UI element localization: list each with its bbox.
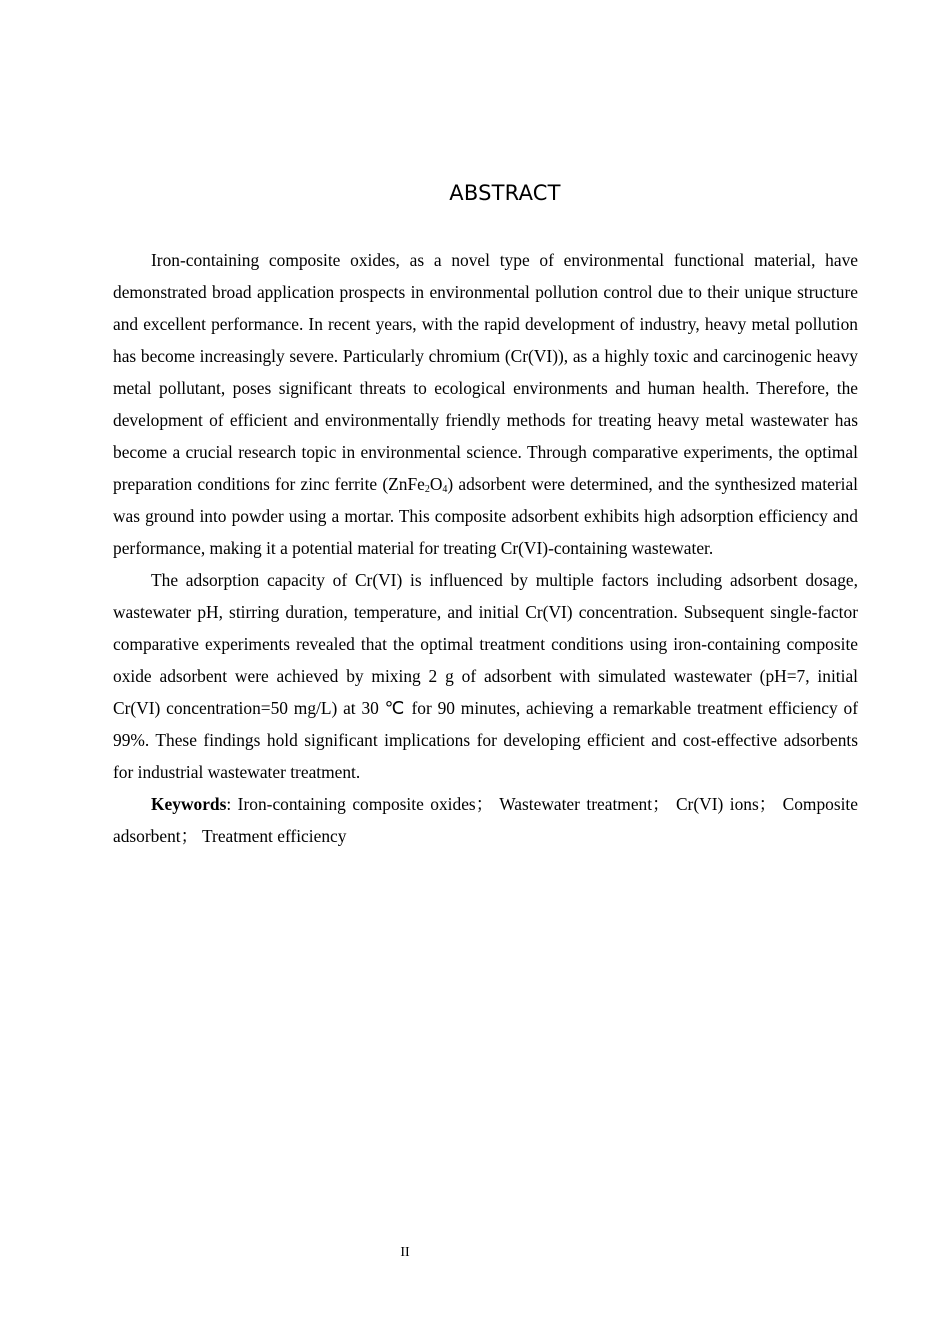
subscript-4: 4 (442, 484, 448, 495)
keywords-paragraph (113, 788, 858, 852)
abstract-paragraph-2: The adsorption capacity of Cr(VI) is influenced by multiple factors including adsorbent dosage, wastewater pH, stirring duration, temperature, and initial Cr(VI) concentration. Subsequent single-factor comparative experiments revealed that the optimal treatment conditions using iron-containing composite oxide adsorbent were achieved by mixing 2 g of adsorbent with simulated wastewater (pH=7, initial Cr(VI) concentration=50 mg/L) at 30 ℃ for 90 minutes, achieving a remarkable treatment efficiency of 99%. These findings hold significant implications for developing efficient and cost-effective adsorbents for industrial wastewater treatment. (113, 570, 858, 782)
page-number: II (400, 1245, 410, 1260)
abstract-body (113, 244, 858, 852)
keywords-list: : Iron-containing composite oxides； Wastewater treatment； Cr(VI) ions； Composite adsorbent； Treatment efficiency (113, 794, 858, 846)
paragraph-1-text-a: Iron-containing composite oxides, as a novel type of environmental functional material, have demonstrated broad application prospects in environmental pollution control due to their unique structure and excellent performance. In recent years, with the rapid development of industry, heavy metal pollution has become increasingly severe. Particularly chromium (Cr(VI)), as a highly toxic and carcinogenic heavy metal pollutant, poses significant threats to ecological environments and human health. Therefore, the development of efficient and environmentally friendly methods for treating heavy metal wastewater has become a crucial research topic in environmental science. Through comparative experiments, the optimal preparation conditions for zinc ferrite (ZnFe (113, 250, 858, 494)
abstract-heading: ABSTRACT (449, 181, 561, 205)
abstract-paragraph-1 (113, 244, 858, 564)
keywords-label: Keywords (151, 794, 227, 814)
paragraph-1-text-b: O (429, 474, 443, 494)
paragraph-1-text-c: ) adsorbent were determined, and the synthesized material was ground into powder using a mortar. This composite adsorbent exhibits high adsorption efficiency and performance, making it a potential material for treating Cr(VI)-containing wastewater. (113, 474, 858, 558)
subscript-2: 2 (424, 484, 430, 495)
